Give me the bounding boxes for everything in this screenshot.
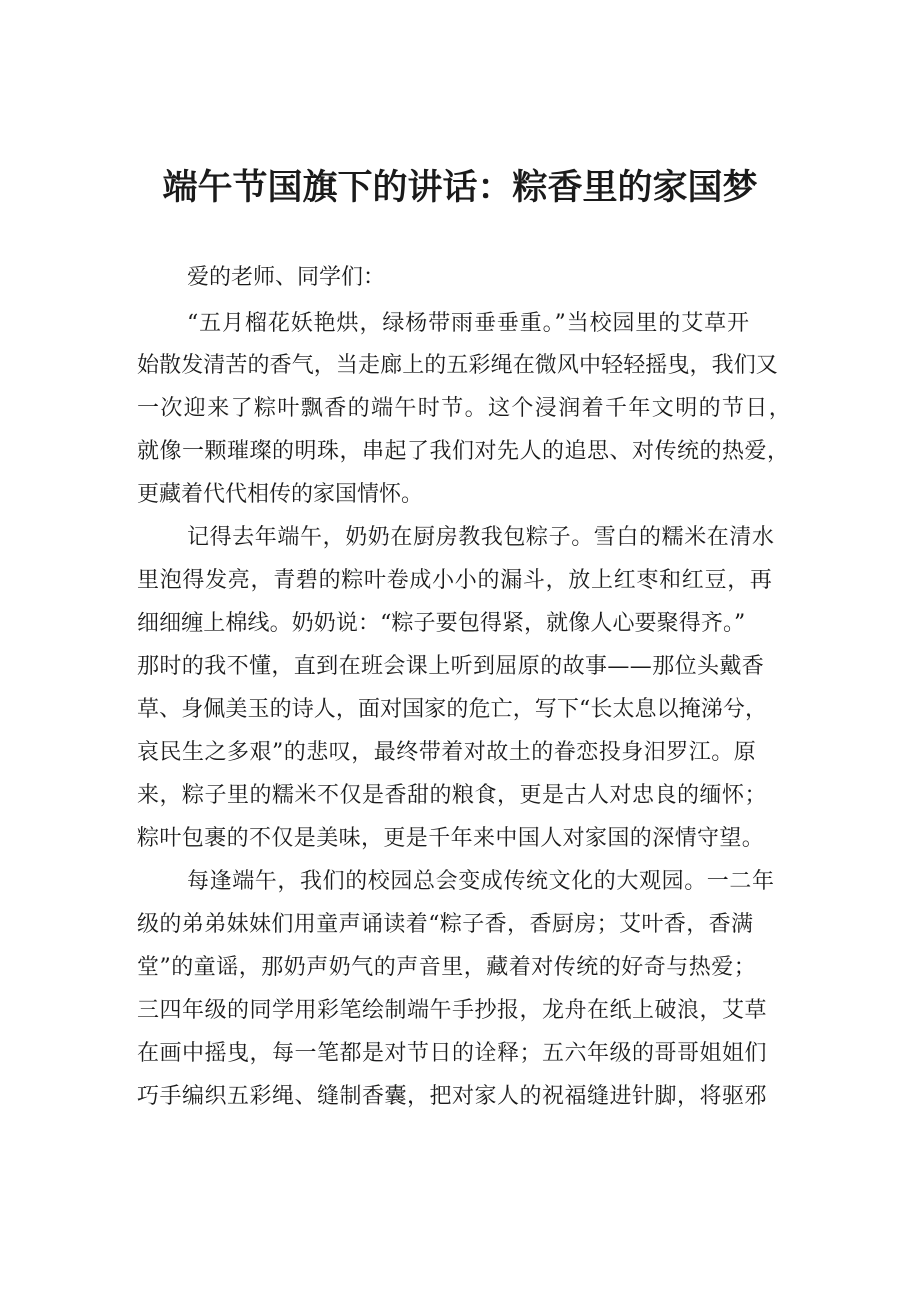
paragraph-2-line-4: 那时的我不懂，直到在班会课上听到屈原的故事——那位头戴香: [137, 654, 765, 679]
paragraph-1-line-5: 更藏着代代相传的家国情怀。: [137, 482, 424, 507]
paragraph-3-line-5: 在画中摇曳，每一笔都是对节日的诠释；五六年级的哥哥姐姐们: [137, 1041, 768, 1066]
paragraph-2-line-7: 来，粽子里的糯米不仅是香甜的粮食，更是古人对忠良的缅怀；: [137, 783, 768, 808]
paragraph-3-line-2: 级的弟弟妹妹们用童声诵读着“粽子香，香厨房；艾叶香，香满: [137, 912, 754, 937]
paragraph-3-line-6: 巧手编织五彩绳、缝制香囊，把对家人的祝福缝进针脚，将驱邪: [137, 1084, 768, 1109]
salutation: 爱的老师、同学们：: [187, 265, 386, 290]
paragraph-2-line-2: 里泡得发亮，青碧的粽叶卷成小小的漏斗，放上红枣和红豆，再: [137, 568, 773, 593]
paragraph-1-line-2: 始散发清苦的香气，当走廊上的五彩绳在微风中轻轻摇曳，我们又: [137, 353, 778, 378]
paragraph-3-line-3: 堂”的童谣，那奶声奶气的声音里，藏着对传统的好奇与热爱；: [137, 955, 757, 980]
paragraph-3-line-4: 三四年级的同学用彩笔绘制端午手抄报，龙舟在纸上破浪，艾草: [137, 998, 768, 1023]
paragraph-2-line-3: 细细缠上棉线。奶奶说：“粽子要包得紧，就像人心要聚得齐。”: [137, 611, 746, 636]
paragraph-2-line-1: 记得去年端午，奶奶在厨房教我包粽子。雪白的糯米在清水: [187, 525, 775, 550]
paragraph-3-line-1: 每逢端午，我们的校园总会变成传统文化的大观园。一二年: [187, 869, 775, 894]
page-title: 端午节国旗下的讲话：粽香里的家国梦: [162, 168, 758, 208]
paragraph-2-line-5: 草、身佩美玉的诗人，面对国家的危亡，写下“长太息以掩涕兮，: [137, 697, 768, 722]
paragraph-2-line-6: 哀民生之多艰”的悲叹，最终带着对故土的眷恋投身汨罗江。原: [137, 740, 757, 765]
paragraph-1-line-3: 一次迎来了粽叶飘香的端午时节。这个浸润着千年文明的节日，: [137, 396, 793, 421]
paragraph-1-line-4: 就像一颗璀璨的明珠，串起了我们对先人的追思、对传统的热爱，: [137, 439, 790, 464]
paragraph-2-line-8: 粽叶包裹的不仅是美味，更是千年来中国人对家国的深情守望。: [137, 826, 765, 851]
paragraph-1-line-1: “五月榴花妖艳烘，绿杨带雨垂垂重。”当校园里的艾草开: [187, 311, 750, 336]
